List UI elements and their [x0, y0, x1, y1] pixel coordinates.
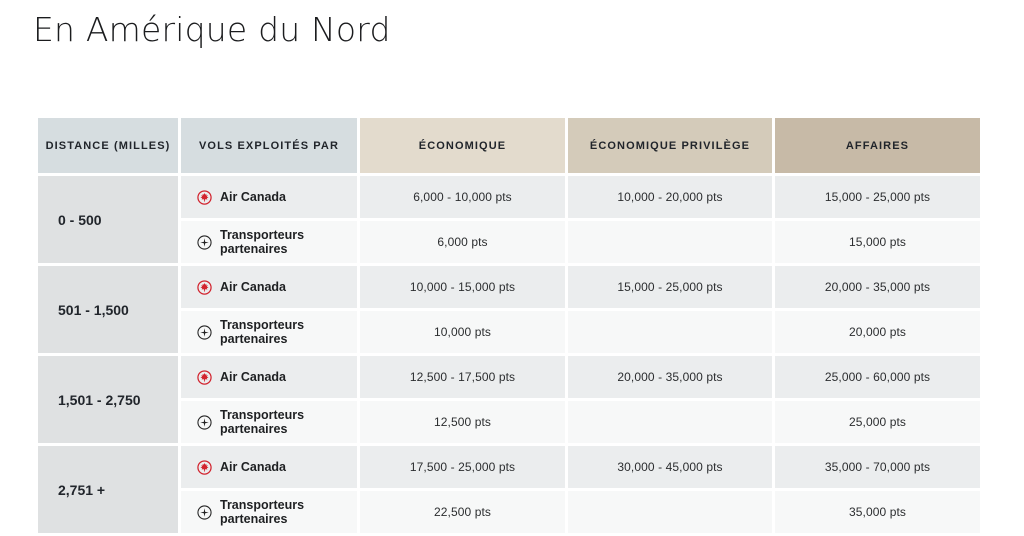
- table-row: [38, 176, 980, 218]
- distance-cell: 501 - 1,500: [38, 266, 178, 353]
- operator-cell: [181, 266, 357, 308]
- distance-cell: 2,751 +: [38, 446, 178, 533]
- premium-economy-value: 20,000 - 35,000 pts: [568, 356, 772, 398]
- award-chart-table: [35, 115, 983, 536]
- operator-label: Air Canada: [220, 460, 286, 474]
- business-value: 15,000 - 25,000 pts: [775, 176, 980, 218]
- header-premium-economy: ÉCONOMIQUE PRIVILÈGE: [568, 118, 772, 173]
- premium-economy-value: [568, 401, 772, 443]
- table-row: [38, 446, 980, 488]
- operator-cell: [181, 446, 357, 488]
- operator-label: Air Canada: [220, 370, 286, 384]
- economy-value: 17,500 - 25,000 pts: [360, 446, 565, 488]
- distance-cell: 1,501 - 2,750: [38, 356, 178, 443]
- economy-value: 12,500 pts: [360, 401, 565, 443]
- partner-carriers-icon: [197, 415, 212, 430]
- operator-cell: [181, 221, 357, 263]
- operator-label: Air Canada: [220, 190, 286, 204]
- premium-economy-value: [568, 491, 772, 533]
- table-row: [38, 401, 980, 443]
- economy-value: 10,000 - 15,000 pts: [360, 266, 565, 308]
- air-canada-roundel-icon: [197, 190, 212, 205]
- premium-economy-value: 30,000 - 45,000 pts: [568, 446, 772, 488]
- partner-carriers-icon: [197, 325, 212, 340]
- table-row: [38, 221, 980, 263]
- air-canada-roundel-icon: [197, 460, 212, 475]
- premium-economy-value: [568, 221, 772, 263]
- header-row: [38, 118, 980, 173]
- economy-value: 6,000 - 10,000 pts: [360, 176, 565, 218]
- air-canada-roundel-icon: [197, 370, 212, 385]
- operator-cell: [181, 401, 357, 443]
- business-value: 25,000 pts: [775, 401, 980, 443]
- business-value: 35,000 - 70,000 pts: [775, 446, 980, 488]
- economy-value: 10,000 pts: [360, 311, 565, 353]
- header-business: AFFAIRES: [775, 118, 980, 173]
- economy-value: 12,500 - 17,500 pts: [360, 356, 565, 398]
- business-value: 20,000 pts: [775, 311, 980, 353]
- operator-cell: [181, 311, 357, 353]
- table-row: [38, 311, 980, 353]
- economy-value: 6,000 pts: [360, 221, 565, 263]
- header-distance: DISTANCE (MILLES): [38, 118, 178, 173]
- business-value: 20,000 - 35,000 pts: [775, 266, 980, 308]
- air-canada-roundel-icon: [197, 280, 212, 295]
- table-row: [38, 491, 980, 533]
- operator-cell: [181, 176, 357, 218]
- premium-economy-value: 10,000 - 20,000 pts: [568, 176, 772, 218]
- premium-economy-value: [568, 311, 772, 353]
- header-operated-by: VOLS EXPLOITÉS PAR: [181, 118, 357, 173]
- business-value: 25,000 - 60,000 pts: [775, 356, 980, 398]
- operator-label: Transporteurs partenaires: [220, 498, 305, 526]
- page-title: En Amérique du Nord: [33, 10, 391, 49]
- table-row: [38, 266, 980, 308]
- partner-carriers-icon: [197, 235, 212, 250]
- premium-economy-value: 15,000 - 25,000 pts: [568, 266, 772, 308]
- table-row: [38, 356, 980, 398]
- business-value: 35,000 pts: [775, 491, 980, 533]
- partner-carriers-icon: [197, 505, 212, 520]
- operator-label: Transporteurs partenaires: [220, 408, 305, 436]
- economy-value: 22,500 pts: [360, 491, 565, 533]
- header-economy: ÉCONOMIQUE: [360, 118, 565, 173]
- operator-label: Transporteurs partenaires: [220, 228, 305, 256]
- operator-label: Transporteurs partenaires: [220, 318, 305, 346]
- distance-cell: 0 - 500: [38, 176, 178, 263]
- business-value: 15,000 pts: [775, 221, 980, 263]
- operator-cell: [181, 356, 357, 398]
- operator-cell: [181, 491, 357, 533]
- operator-label: Air Canada: [220, 280, 286, 294]
